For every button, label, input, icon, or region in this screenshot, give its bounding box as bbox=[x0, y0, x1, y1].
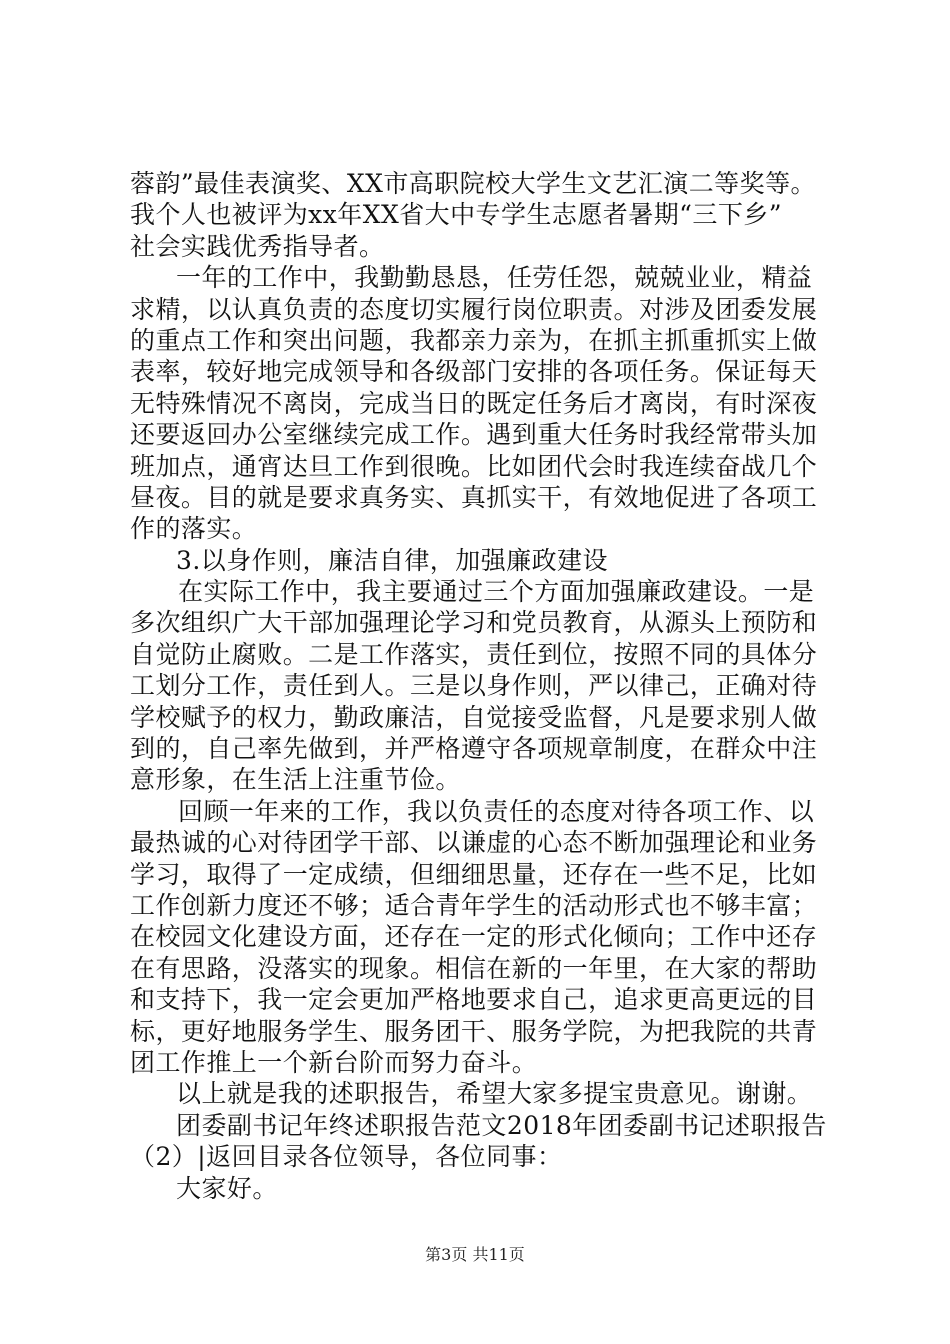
text-line: 多次组织广大干部加强理论学习和党员教育，从源头上预防和 bbox=[130, 608, 818, 638]
text-line: 学习，取得了一定成绩，但细细思量，还存在一些不足，比如 bbox=[130, 859, 818, 889]
text-line: 标，更好地服务学生、服务团干、服务学院，为把我院的共青 bbox=[130, 1016, 818, 1046]
text-line: 意形象，在生活上注重节俭。 bbox=[130, 765, 461, 795]
text-line: 班加点，通宵达旦工作到很晚。比如团代会时我连续奋战几个 bbox=[130, 451, 818, 481]
text-line: 团工作推上一个新台阶而努力奋斗。 bbox=[130, 1047, 538, 1077]
paragraph-start-line: 大家好。 bbox=[176, 1173, 278, 1203]
text-line: 和支持下，我一定会更加严格地要求自己，追求更高更远的目 bbox=[130, 985, 818, 1015]
text-line: 昼夜。目的就是要求真务实、真抓实干，有效地促进了各项工 bbox=[130, 482, 818, 512]
text-line: 的重点工作和突出问题，我都亲力亲为，在抓主抓重抓实上做 bbox=[130, 325, 818, 355]
text-line: 自觉防止腐败。二是工作落实，责任到位，按照不同的具体分 bbox=[130, 639, 818, 669]
text-line: 工划分工作，责任到人。三是以身作则，严以律己，正确对待 bbox=[130, 671, 818, 701]
paragraph-start-line: 在实际工作中，我主要通过三个方面加强廉政建设。一是 bbox=[178, 577, 815, 607]
paragraph-start-line: 团委副书记年终述职报告范文2018年团委副书记述职报告 bbox=[176, 1110, 827, 1140]
text-line: 作的落实。 bbox=[130, 514, 258, 544]
text-line: 社会实践优秀指导者。 bbox=[130, 231, 385, 261]
text-line: 到的，自己率先做到，并严格遵守各项规章制度，在群众中注 bbox=[130, 734, 818, 764]
text-line: 最热诚的心对待团学干部、以谦虚的心态不断加强理论和业务 bbox=[130, 828, 818, 858]
text-line: 在有思路，没落实的现象。相信在新的一年里，在大家的帮助 bbox=[130, 953, 818, 983]
section-heading: 3.以身作则，廉洁自律，加强廉政建设 bbox=[176, 545, 608, 575]
text-line: 工作创新力度还不够；适合青年学生的活动形式也不够丰富； bbox=[130, 890, 818, 920]
text-line: 求精，以认真负责的态度切实履行岗位职责。对涉及团委发展 bbox=[130, 294, 818, 324]
text-line: （2）|返回目录各位领导，各位同事： bbox=[130, 1142, 563, 1172]
text-line: 学校赋予的权力，勤政廉洁，自觉接受监督，凡是要求别人做 bbox=[130, 702, 818, 732]
text-line: 表率，较好地完成领导和各级部门安排的各项任务。保证每天 bbox=[130, 357, 818, 387]
text-line: 无特殊情况不离岗，完成当日的既定任务后才离岗，有时深夜 bbox=[130, 388, 818, 418]
paragraph-start-line: 以上就是我的述职报告，希望大家多提宝贵意见。谢谢。 bbox=[176, 1079, 813, 1109]
body-text bbox=[130, 168, 830, 1204]
paragraph-start-line: 一年的工作中，我勤勤恳恳，任劳任怨，兢兢业业，精益 bbox=[176, 263, 813, 293]
paragraph-start-line: 回顾一年来的工作，我以负责任的态度对待各项工作、以 bbox=[178, 796, 815, 826]
text-line: 我个人也被评为xx年XX省大中专学生志愿者暑期“三下乡” bbox=[130, 200, 782, 230]
text-line: 在校园文化建设方面，还存在一定的形式化倾向；工作中还存 bbox=[130, 922, 818, 952]
text-line: 还要返回办公室继续完成工作。遇到重大任务时我经常带头加 bbox=[130, 420, 818, 450]
page-number-footer: 第3页 共11页 bbox=[425, 1245, 525, 1264]
text-line: 蓉韵”最佳表演奖、XX市高职院校大学生文艺汇演二等奖等。 bbox=[130, 169, 816, 198]
